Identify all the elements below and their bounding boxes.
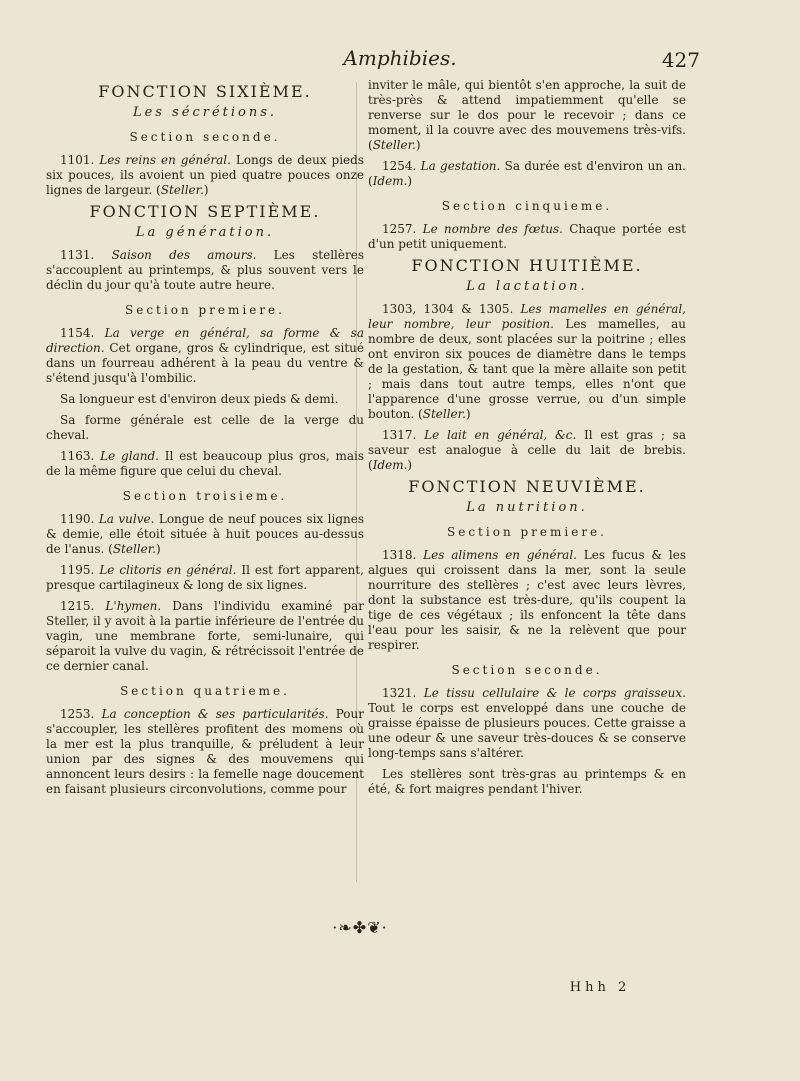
section-heading: Section premiere.	[447, 525, 607, 539]
running-head: Amphibies.	[343, 46, 457, 70]
entry-1318: 1318. Les alimens en général. Les fucus & les algues qui croissent dans la mer, sont la seule nourriture des stellères ; c'est avec leurs lèvres, dont la substance est très-dure, qu'ils coupent la tige de ces végétaux ; ils enfoncent la tête dans l'eau pour les saisir, & ne la relèvent que pour respirer.	[368, 548, 686, 652]
section-heading: Section troisieme.	[122, 489, 288, 503]
entry-1154-form: Sa forme générale est celle de la verge du cheval.	[46, 413, 364, 442]
entry-1101: 1101. Les reins en général. Longs de deux pieds six pouces, ils avoient un pied quatre pouces onze lignes de largeur. (Steller.)	[46, 153, 364, 197]
entry-1317: 1317. Le lait en général, &c. Il est gras ; sa saveur est analogue à celle du lait de brebis. (Idem.)	[368, 428, 686, 472]
section-heading: Section cinquieme.	[441, 199, 613, 213]
fonction-subject: La génération.	[135, 225, 275, 240]
right-column	[368, 78, 686, 803]
entry-1154-length: Sa longueur est d'environ deux pieds & demi.	[60, 392, 339, 406]
fonction-heading: FONCTION SIXIÈME.	[98, 82, 312, 101]
fleuron-ornament: ·❧✤❦·	[332, 918, 388, 937]
fonction-subject: La lactation.	[466, 279, 588, 294]
fonction-heading: FONCTION SEPTIÈME.	[89, 202, 321, 221]
entry-1131: 1131. Saison des amours. Les stellères s'accouplent au printemps, & plus souvent vers le déclin du jour qu'à toute autre heure.	[46, 248, 364, 292]
section-heading: Section seconde.	[451, 663, 603, 677]
entry-1163: 1163. Le gland. Il est beaucoup plus gros, mais de la même figure que celui du cheval.	[46, 449, 364, 478]
entry-1257: 1257. Le nombre des fœtus. Chaque portée est d'un petit uniquement.	[368, 222, 686, 251]
fonction-subject: Les sécrétions.	[132, 105, 278, 120]
entry-1253-continued: inviter le mâle, qui bientôt s'en approche, la suit de très-près & attend impatiemment qu'elle se renverse sur le dos pour le recevoir ; dans ce moment, il la couvre avec des mouvemens très-vifs. (Steller.)	[368, 78, 686, 152]
page-number: 427	[661, 48, 700, 72]
entry-1195: 1195. Le clitoris en général. Il est fort apparent, presque cartilagineux & long de six lignes.	[46, 563, 364, 592]
fonction-heading: FONCTION HUITIÈME.	[411, 256, 643, 275]
entry-1303: 1303, 1304 & 1305. Les mamelles en général, leur nombre, leur position. Les mamelles, au nombre de deux, sont placées sur la poitrine ; elles ont environ six pouces de diamètre dans le temps de la gestation, & tant que la mère allaite son petit ; mais dans tout autre temps, elles n'ont que l'apparence d'une grosse verrue, ou d'un simple bouton. (Steller.)	[368, 302, 686, 421]
entry-1321-season: Les stellères sont très-gras au printemps & en été, & fort maigres pendant l'hiver.	[368, 767, 686, 796]
entry-1215: 1215. L'hymen. Dans l'individu examiné par Steller, il y avoit à la partie inférieure de l'entrée du vagin, une membrane forte, semi-lunaire, qui séparoit la vulve du vagin, & rétrécissoit l'entrée de ce dernier canal.	[46, 599, 364, 673]
section-heading: Section seconde.	[129, 130, 281, 144]
section-heading: Section quatrieme.	[120, 684, 290, 698]
entry-1253: 1253. La conception & ses particularités. Pour s'accoupler, les stellères profitent des momens où la mer est la plus tranquille, & préludent à leur union par des signes & des mouvemens qui annoncent leurs desirs : la femelle nage doucement en faisant plusieurs circonvolutions, comme pour	[46, 707, 364, 796]
entry-1254: 1254. La gestation. Sa durée est d'environ un an. (Idem.)	[368, 159, 686, 188]
entry-1321: 1321. Le tissu cellulaire & le corps graisseux. Tout le corps est enveloppé dans une couche de graisse épaisse de plusieurs pouces. Cette graisse a une odeur & une saveur très-douces & se conserve long-temps sans s'altérer.	[368, 686, 686, 760]
entry-1154: 1154. La verge en général, sa forme & sa direction. Cet organe, gros & cylindrique, est situé dans un fourreau adhérent à la peau du ventre & s'étend jusqu'à l'ombilic.	[46, 326, 364, 385]
left-column	[46, 78, 364, 803]
signature-mark: Hhh 2	[569, 980, 631, 995]
entry-1190: 1190. La vulve. Longue de neuf pouces six lignes & demie, elle étoit située à huit pouces au-dessus de l'anus. (Steller.)	[46, 512, 364, 556]
fonction-subject: La nutrition.	[466, 500, 588, 515]
fonction-heading: FONCTION NEUVIÈME.	[408, 477, 646, 496]
section-heading: Section premiere.	[125, 303, 285, 317]
